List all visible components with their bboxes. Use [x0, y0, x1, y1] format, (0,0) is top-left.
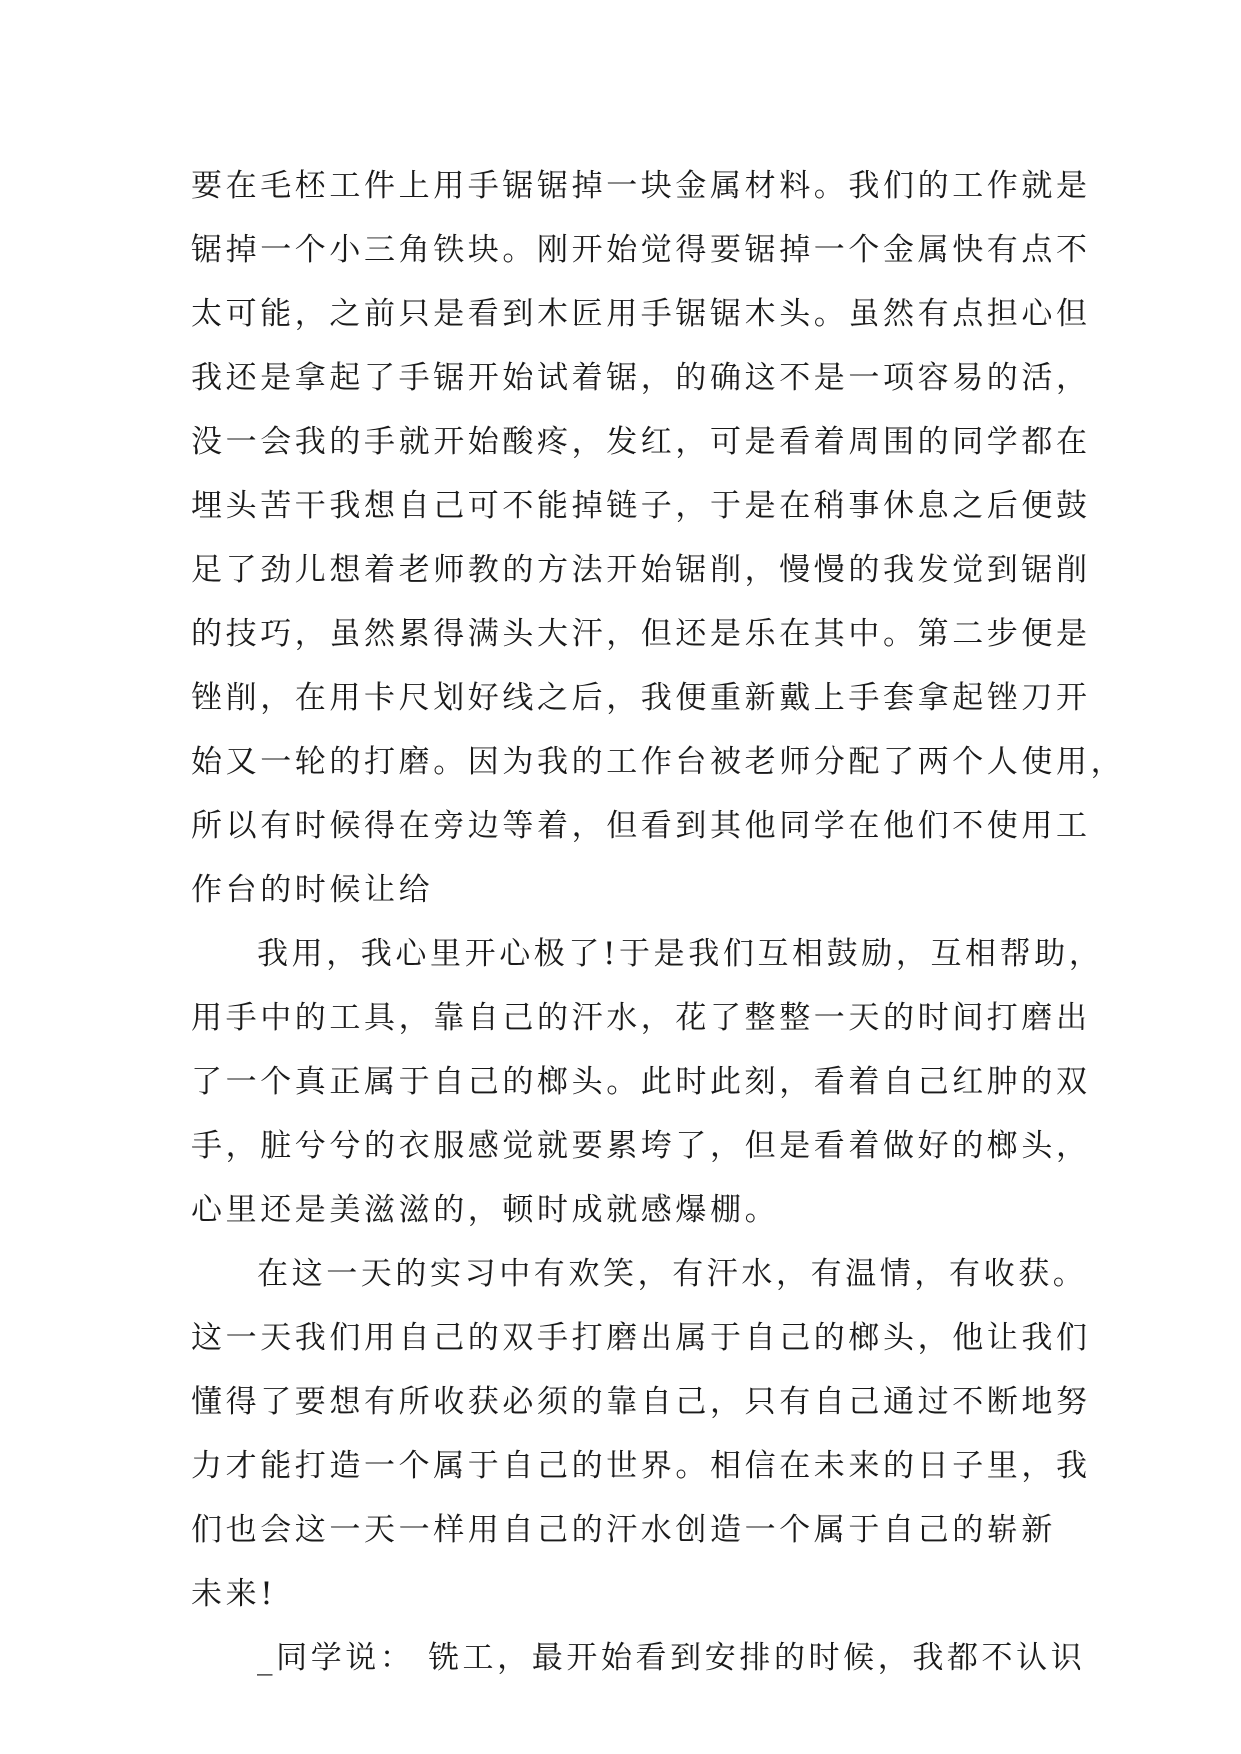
text-line: 锯掉一个小三角铁块。刚开始觉得要锯掉一个金属快有点不 — [191, 232, 1091, 268]
text-line: 的技巧，虽然累得满头大汗，但还是乐在其中。第二步便是 — [191, 616, 1091, 652]
text-line: 用手中的工具，靠自己的汗水，花了整整一天的时间打磨出 — [191, 1000, 1091, 1036]
text-line: 锉削，在用卡尺划好线之后，我便重新戴上手套拿起锉刀开 — [191, 680, 1091, 716]
text-line: 我还是拿起了手锯开始试着锯，的确这不是一项容易的活， — [191, 360, 1091, 396]
text-line: 始又一轮的打磨。因为我的工作台被老师分配了两个人使用， — [191, 744, 1126, 780]
text-line: 足了劲儿想着老师教的方法开始锯削，慢慢的我发觉到锯削 — [191, 552, 1091, 588]
document-body — [191, 154, 1126, 1690]
text-line: 所以有时候得在旁边等着，但看到其他同学在他们不使用工 — [191, 808, 1091, 844]
text-line: 们也会这一天一样用自己的汗水创造一个属于自己的崭新 — [191, 1512, 1056, 1548]
paragraph-3 — [191, 1242, 1091, 1626]
text-line: 没一会我的手就开始酸疼，发红，可是看着周围的同学都在 — [191, 424, 1091, 460]
text-line: 我用，我心里开心极了!于是我们互相鼓励，互相帮助， — [257, 936, 1104, 972]
text-line: 力才能打造一个属于自己的世界。相信在未来的日子里，我 — [191, 1448, 1091, 1484]
text-line: 了一个真正属于自己的榔头。此时此刻，看着自己红肿的双 — [191, 1064, 1091, 1100]
text-line: 懂得了要想有所收获必须的靠自己，只有自己通过不断地努 — [191, 1384, 1091, 1420]
text-line: 埋头苦干我想自己可不能掉链子，于是在稍事休息之后便鼓 — [191, 488, 1091, 524]
paragraph-4 — [191, 1626, 1086, 1690]
text-line: 要在毛柸工件上用手锯锯掉一块金属材料。我们的工作就是 — [191, 168, 1091, 204]
text-line: _同学说： 铣工，最开始看到安排的时候，我都不认识 — [257, 1640, 1086, 1676]
text-line: 这一天我们用自己的双手打磨出属于自己的榔头，他让我们 — [191, 1320, 1091, 1356]
paragraph-2 — [191, 922, 1104, 1242]
text-line: 在这一天的实习中有欢笑，有汗水，有温情，有收获。 — [257, 1256, 1088, 1292]
text-line: 未来! — [191, 1576, 277, 1612]
text-line: 手，脏兮兮的衣服感觉就要累垮了，但是看着做好的榔头， — [191, 1128, 1091, 1164]
text-line: 太可能，之前只是看到木匠用手锯锯木头。虽然有点担心但 — [191, 296, 1091, 332]
text-line: 作台的时候让给 — [191, 872, 434, 908]
paragraph-1 — [191, 154, 1126, 922]
text-line: 心里还是美滋滋的，顿时成就感爆棚。 — [191, 1192, 780, 1228]
